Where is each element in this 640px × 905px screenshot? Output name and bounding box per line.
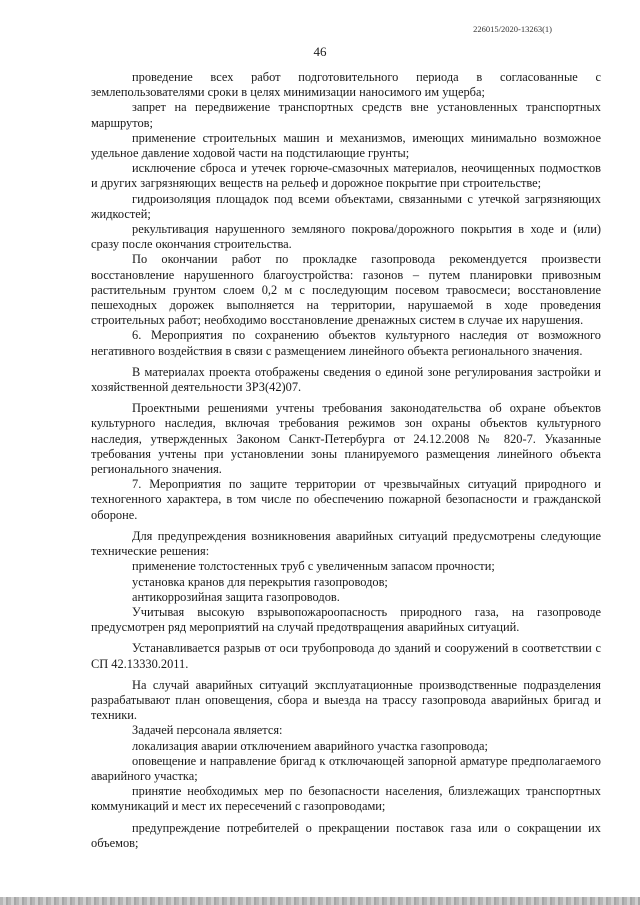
paragraph: исключение сброса и утечек горюче-смазочных материалов, неочищенных подмостков и других загрязняющих веществ на рельеф и дорожное покрытие при строительстве; — [91, 161, 601, 191]
paragraph: запрет на передвижение транспортных средств вне установленных транспортных маршрутов; — [91, 100, 601, 130]
paragraph: проведение всех работ подготовительного периода в согласованные с землепользователями сроки в целях минимизации наносимого им ущерба; — [91, 70, 601, 100]
paragraph: 6. Мероприятия по сохранению объектов культурного наследия от возможного негативного воздействия в связи с размещением линейного объекта регионального значения. — [91, 328, 601, 358]
paragraph: гидроизоляция площадок под всеми объектами, связанными с утечкой загрязняющих жидкостей; — [91, 191, 601, 221]
paragraph: применение строительных машин и механизмов, имеющих минимально возможное удельное давление ходовой части на подстилающие грунты; — [91, 130, 601, 161]
paragraph: установка кранов для перекрытия газопроводов; — [132, 574, 388, 589]
paragraph: Проектными решениями учтены требования законодательства об охране объектов культурного наследия, включая требования режимов зон охраны объектов культурного наследия, утвержденных Законом Санкт-Петербурга от 24.12.2008 № 820-7. Указанные требования учтены при установлении зоны планируемого размещения линейного объекта регионального значения. — [91, 401, 601, 477]
paragraph: По окончании работ по прокладке газопровода рекомендуется произвести восстановление нарушенного благоустройства: газонов – путем планировки привозным растительным грунтом слоем 0,2 м с последующим посевом травосмеси; восстановление пешеходных дорожек выполняется на территории, нарушаемой в ходе проведения строительных работ; необходимо восстановление дренажных систем в случае их нарушения. — [91, 252, 601, 328]
paragraph: В материалах проекта отображены сведения о единой зоне регулирования застройки и хозяйственной деятельности ЗРЗ(42)07. — [91, 364, 601, 395]
paragraph: Задачей персонала является: — [132, 723, 283, 738]
paragraph: предупреждение потребителей о прекращении поставок газа или о сокращении их объемов; — [91, 820, 601, 850]
paragraph: антикоррозийная защита газопроводов. — [132, 589, 340, 604]
paragraph: Для предупреждения возникновения аварийных ситуаций предусмотрены следующие технические решения: — [91, 528, 601, 559]
paragraph: рекультивация нарушенного земляного покрова/дорожного покрытия в ходе и (или) сразу после окончания строительства. — [91, 222, 601, 252]
paragraph: применение толстостенных труб с увеличенным запасом прочности; — [132, 559, 495, 574]
paragraph: принятие необходимых мер по безопасности населения, близлежащих транспортных коммуникаций и мест их пересечений с газопроводами; — [91, 784, 601, 814]
scan-bottom-edge — [0, 897, 640, 905]
document-number: 226015/2020-13263(1) — [473, 24, 552, 34]
paragraph: локализация аварии отключением аварийного участка газопровода; — [132, 738, 488, 753]
paragraph: 7. Мероприятия по защите территории от чрезвычайных ситуаций природного и техногенного характера, в том числе по обеспечению пожарной безопасности и гражданской обороне. — [91, 477, 601, 522]
page-number: 46 — [313, 44, 327, 59]
paragraph: Учитывая высокую взрывопожароопасность природного газа, на газопроводе предусмотрен ряд мероприятий на случай предотвращения аварийных ситуаций. — [91, 604, 601, 635]
paragraph: Устанавливается разрыв от оси трубопровода до зданий и сооружений в соответствии с СП 42.13330.2011. — [91, 641, 601, 671]
document-body — [91, 70, 601, 851]
paragraph: На случай аварийных ситуаций эксплуатационные производственные подразделения разрабатывают план оповещения, сбора и выезда на трассу газопровода аварийных бригад и техники. — [91, 677, 601, 723]
paragraph: оповещение и направление бригад к отключающей запорной арматуре предполагаемого аварийного участка; — [91, 753, 601, 783]
